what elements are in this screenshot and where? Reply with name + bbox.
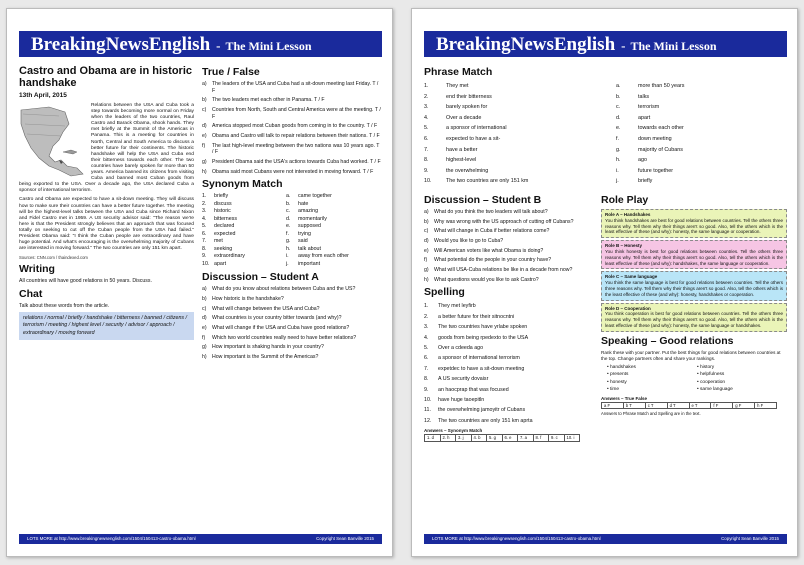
article-paragraph-2: Castro and Obama are expected to have a sit-down meeting. They will discuss how to make sure their countries can have a better future together. The meeting will be the highest-level talks between the USA and Cuba since Richard Nixon and Fidel Castro met in 1959. A US security advisor said: "The reason we're here is that the President strongly believes that an approach that was focused totally on seeking to cut off the Cuban people from the USA had failed." President Obama said: "I think the Cuban people are extraordinary and have huge potential. And what's encouraging is the overwhelming majority of Cubans are interested in moving forward." The two countries are only 151 km apart. (19, 197, 194, 252)
banner-dash: - (216, 38, 221, 53)
synonym-row: 4. bitterness d. momentarily (202, 215, 327, 222)
phrase-row: 7. have a better g. majority of Cubans (424, 146, 683, 153)
discussion-question: c) What will change in Cuba if better relations come? (424, 228, 550, 235)
answer-cell: 9. c (549, 435, 565, 442)
ranking-item: • time (607, 387, 620, 393)
left-column (19, 63, 194, 531)
synonym-answers-title: Answers – Synonym Match (424, 428, 483, 434)
phrase-row: 1. They met a. more than 50 years (424, 83, 685, 89)
spelling-heading: Spelling (424, 286, 465, 299)
writing-text: All countries will have good relations in 50 years. Discuss. (19, 278, 152, 285)
discussion-question: f) What potential do the people in your country have? (424, 257, 552, 264)
writing-heading: Writing (19, 263, 55, 276)
page-footer (424, 534, 787, 544)
page2-right-column (601, 191, 787, 531)
synonym-match-heading: Synonym Match (202, 178, 283, 191)
discussion-question: c) What will change between the USA and Cuba? (202, 305, 320, 312)
phrase-row: 5. a sponsor of international e. towards each other (424, 125, 684, 132)
true-false-list (202, 81, 382, 175)
answer-cell: h F (755, 403, 777, 410)
ranking-item: • same language (697, 387, 733, 393)
brand-title: BreakingNewsEnglish (31, 34, 211, 55)
spelling-item: 9. an haocprap that was focused (424, 386, 509, 393)
true-false-item: d) America stopped most Cuban goods from coming in to the country. T / F (202, 123, 378, 130)
answer-cell: g F (733, 403, 755, 410)
discussion-question: a) What do you know about relations between Cuba and the US? (202, 286, 356, 293)
speaking-instructions: Rank these with your partner. Put the best things for good relations between countries at the top. Change partners often and share your rankings. (601, 349, 781, 361)
discussion-question: g) What will USA-Cuba relations be like in a decade from now? (424, 267, 573, 274)
answer-cell: 5. g (487, 435, 503, 442)
banner-dash: - (621, 38, 626, 53)
article-date: 13th April, 2015 (19, 92, 67, 99)
true-false-item: b) The two leaders met each other in Panama. T / F (202, 97, 325, 104)
chat-text: Talk about these words from the article. (19, 302, 110, 309)
article-paragraph-1: Relations between the USA and Cuba took a step towards becoming more normal on Friday when the leaders of the two countries, Raul Castro and Barack Obama, shook hands. They met briefly at the Summit of the Americas in Panama. This is a meeting for countries in North, Central and South America to discuss a better future for their continents. The historic handshake will help the USA and Cuba end their bitterness towards each other. The two countries have barely spoken for more than 50 years. America banned its citizens from visiting Cuba and banned most Cuban goods from being exported to the USA. Over a decade ago, the USA declared Cuba a sponsor of international terrorism. (19, 103, 194, 194)
worksheet-page-2 (411, 8, 798, 557)
phrase-row: 8. highest-level h. ago (424, 157, 647, 164)
article-body (19, 103, 194, 252)
answer-cell: 2. h (441, 435, 457, 442)
spelling-item: 8. A US security dovaisr (424, 376, 489, 383)
phrase-row: 10. The two countries are only 151 km j. briefly (424, 178, 653, 185)
true-false-answers-title: Answers – True False (601, 395, 648, 401)
spelling-item: 6. a sponsor of international terrorism (424, 355, 520, 362)
answer-cell: a F (602, 403, 624, 410)
spelling-item: 1. They met leyfirb (424, 303, 476, 310)
phrase-match-section (424, 63, 787, 191)
role-d-box: Role D – Cooperation You think cooperation is best for good relations between countries. Tell the others three reasons why. Tell them why their things aren't so good. Also, tell the others which is the least effective of these (and why): honesty, the same language or handshakes. (601, 303, 787, 332)
discussion-b-heading: Discussion – Student B (424, 194, 542, 206)
synonym-row: 6. expected f. trying (202, 230, 311, 237)
discussion-a-heading: Discussion – Student A (202, 271, 319, 284)
ranking-item: • helpfulness (697, 372, 725, 378)
article-title: Castro and Obama are in historic handshake (19, 65, 192, 89)
spelling-item: 12. The two countries are only 151 km aprta (424, 417, 533, 424)
ranking-item: • handshakes (607, 364, 636, 370)
footer-copyright: Copyright Sean Banville 2015 (316, 536, 374, 541)
discussion-question: a) What do you think the two leaders will talk about? (424, 209, 548, 215)
spelling-list (424, 301, 594, 426)
discussion-question: h) What questions would you like to ask Castro? (424, 276, 539, 283)
answer-cell: b T (624, 403, 646, 410)
synonym-row: 2. discuss b. hate (202, 200, 309, 207)
phrase-row: 9. the overwhelming i. future together (424, 167, 674, 174)
answer-cell: 4. b (472, 435, 488, 442)
answers-note: Answers to Phrase Match and Spelling are in the text. (601, 411, 701, 417)
discussion-question: d) Would you like to go to Cuba? (424, 238, 504, 245)
synonym-row: 3. historic c. amazing (202, 208, 319, 215)
true-false-item: a) The leaders of the USA and Cuba had a sit-down meeting last Friday. T / F (202, 81, 379, 94)
ranking-item: • cooperation (697, 379, 726, 385)
worksheet-page-1 (6, 8, 393, 557)
banner-subtitle: The Mini Lesson (630, 39, 717, 53)
discussion-question: g) How important is shaking hands in your country? (202, 344, 324, 351)
phrase-row: 2. end their bitterness b. talks (424, 93, 650, 100)
true-false-item: c) Countries from North, South and Central America were at the meeting. T / F (202, 106, 381, 120)
discussion-a-list (202, 286, 382, 360)
answer-cell: 6. e (503, 435, 519, 442)
true-false-answers-grid (601, 402, 777, 410)
true-false-item: g) President Obama said the USA's actions towards Cuba had worked. T / F (202, 158, 381, 165)
page-banner (19, 31, 382, 57)
answer-cell: d T (668, 403, 690, 410)
spelling-item: 4. goods from being rpedexto to the USA (424, 334, 529, 341)
article-sources: Sources: CNN.com / thaindexed.com (19, 255, 88, 261)
answer-cell: 10. i (565, 435, 581, 442)
phrase-row: 3. barely spoken for c. terrorism (424, 104, 660, 111)
answer-cell: 7. a (518, 435, 534, 442)
spelling-item: 11. the overwhelming jamoyitr of Cubans (424, 407, 526, 414)
spelling-item: 5. Over a cdeeda ago (424, 344, 484, 351)
synonym-answers-grid (424, 434, 580, 442)
americas-map-image (19, 104, 87, 178)
footer-link[interactable]: LOTS MORE at http://www.breakingnewsenglish.com/1504/150413-castro-obama.html (432, 536, 601, 541)
ranking-item: • presents (607, 372, 629, 378)
discussion-question: e) Will American voters like what Obama is doing? (424, 247, 544, 254)
discussion-question: h) How important is the Summit of the Americas? (202, 354, 319, 360)
true-false-item: f) The last high-level meeting between the two nations was 10 years ago. T / F (202, 142, 380, 156)
discussion-question: b) How historic is the handshake? (202, 295, 284, 302)
ranking-item: • honesty (607, 379, 627, 385)
phrase-row: 4. Over a decade d. apart (424, 114, 651, 121)
synonym-row: 9. extraordinary i. away from each other (202, 253, 349, 260)
role-b-box: Role B – Honesty You think honesty is best for good relations between countries. Tell the others three reasons why. Tell them why their things aren't so good. Also, tell the others which is the least effective of these (and why): handshakes, the same language or cooperation. (601, 240, 787, 269)
true-false-heading: True / False (202, 66, 260, 78)
true-false-item: h) Obama said most Cubans were not interested in moving forward. T / F (202, 168, 374, 175)
phrase-row: 6. expected to have a sit- f. down meeting (424, 135, 672, 142)
page-footer (19, 534, 382, 544)
true-false-item: e) Obama and Castro will talk to repair relations between their nations. T / F (202, 132, 380, 139)
spelling-item: 2. a better future for their sitnocntni (424, 313, 515, 320)
chat-word-box: relations / normal / briefly / handshake / bitterness / banned / citizens / terrorism / meeting / highest level / security / advisor / approach / extraordinary / moving forward (19, 312, 194, 340)
synonym-row: 1. briefly a. came together (202, 193, 332, 200)
ranking-item: • history (697, 364, 715, 370)
role-a-box: Role A – Handshakes You think handshakes are best for good relations between countries. Tell the others three reasons why. Tell them why their things aren't so good. Also, tell the others which is the least effective of these (and why): honesty, the same language or cooperation. (601, 209, 787, 238)
brand-title: BreakingNewsEnglish (436, 34, 616, 55)
banner-subtitle: The Mini Lesson (225, 39, 312, 53)
answer-cell: 3. j (456, 435, 472, 442)
synonym-row: 8. seeking h. talk about (202, 245, 321, 252)
phrase-match-heading: Phrase Match (424, 66, 493, 78)
spelling-item: 3. The two countries have yrlabe spoken (424, 324, 528, 331)
discussion-question: b) Why was wrong with the US approach of cutting off Cubans? (424, 218, 574, 225)
page2-left-column (424, 191, 594, 531)
page-banner (424, 31, 787, 57)
role-play-heading: Role Play (601, 194, 649, 206)
answer-cell: 8. f (534, 435, 550, 442)
synonym-row: 5. declared e. supposed (202, 223, 321, 230)
synonym-match-table (202, 193, 382, 268)
spelling-item: 10. have huge taoepitln (424, 396, 485, 403)
answer-cell: c T (646, 403, 668, 410)
footer-link[interactable]: LOTS MORE at http://www.breakingnewsenglish.com/1504/150413-castro-obama.html (27, 536, 196, 541)
answer-cell: f F (711, 403, 733, 410)
answer-cell: e T (690, 403, 712, 410)
discussion-question: f) Which two world countries really need to have better relations? (202, 334, 357, 341)
discussion-question: e) What will change if the USA and Cuba have good relations? (202, 324, 350, 331)
chat-heading: Chat (19, 287, 43, 300)
speaking-ranking-list (601, 364, 787, 394)
discussion-b-list (424, 209, 594, 283)
answer-cell: 1. d (425, 435, 441, 442)
synonym-row: 7. met g. said (202, 238, 308, 245)
right-column (202, 63, 382, 531)
synonym-row: 10. apart j. important (202, 260, 321, 267)
footer-copyright: Copyright Sean Banville 2015 (721, 536, 779, 541)
discussion-question: d) What countries is your country bitter towards (and why)? (202, 315, 342, 322)
speaking-heading: Speaking – Good relations (601, 334, 734, 347)
role-c-box: Role C – Same language You think the same language is best for good relations between countries. Tell the others three reasons why. Tell them why their things aren't so good. Also, tell the others which is the least effective of these (and why): honesty, handshakes or cooperation. (601, 271, 787, 300)
spelling-item: 7. expetdec to have a sit-down meeting (424, 365, 525, 372)
